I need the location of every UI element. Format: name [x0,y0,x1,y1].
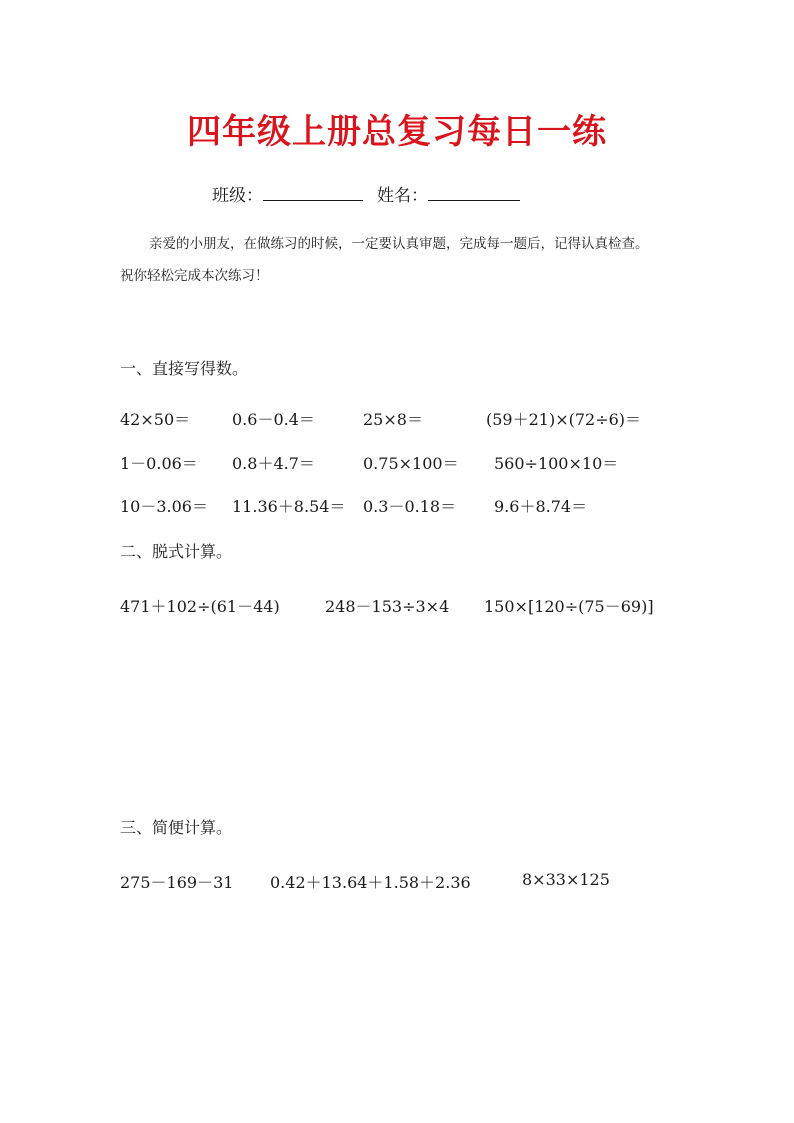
expression: 11.36＋8.54＝ [232,497,346,516]
expression: 150×[120÷(75－69)] [484,597,654,616]
section-heading-step-calculation: 二、脱式计算。 [120,542,233,561]
direct-answer-row [0,451,794,475]
expression: 0.42＋13.64＋1.58＋2.36 [270,873,471,892]
section-heading-direct-answers: 一、直接写得数。 [120,359,249,378]
class-label: 班级： [212,186,263,206]
expression: 0.75×100＝ [363,454,459,473]
expression: 0.6－0.4＝ [232,410,315,429]
expression: 275－169－31 [120,873,234,892]
expression: 248－153÷3×4 [325,597,450,616]
expression: 9.6＋8.74＝ [494,497,588,516]
expression: 42×50＝ [120,410,191,429]
expression: 0.8＋4.7＝ [232,454,315,473]
student-info-line [212,181,520,206]
direct-answer-row [0,494,794,518]
name-label: 姓名： [377,186,428,206]
expression: 10－3.06＝ [120,497,208,516]
expression: 0.3－0.18＝ [363,497,457,516]
section-heading-simplified-calculation: 三、简便计算。 [120,818,233,837]
page-title: 四年级上册总复习每日一练 [187,112,607,152]
expression: 1－0.06＝ [120,454,198,473]
step-calculation-row [0,594,794,618]
expression: 25×8＝ [363,410,423,429]
expression: (59＋21)×(72÷6)＝ [486,410,642,429]
simplified-calculation-row [0,870,794,894]
expression: 560÷100×10＝ [494,454,619,473]
expression: 8×33×125 [522,870,610,889]
expression: 471＋102÷(61－44) [120,597,280,616]
name-blank[interactable] [428,184,520,201]
intro-line-2: 祝你轻松完成本次练习！ [120,268,269,284]
intro-line-1: 亲爱的小朋友，在做练习的时候，一定要认真审题，完成每一题后，记得认真检查。 [149,236,649,252]
class-blank[interactable] [263,184,363,201]
direct-answer-row [0,407,794,431]
